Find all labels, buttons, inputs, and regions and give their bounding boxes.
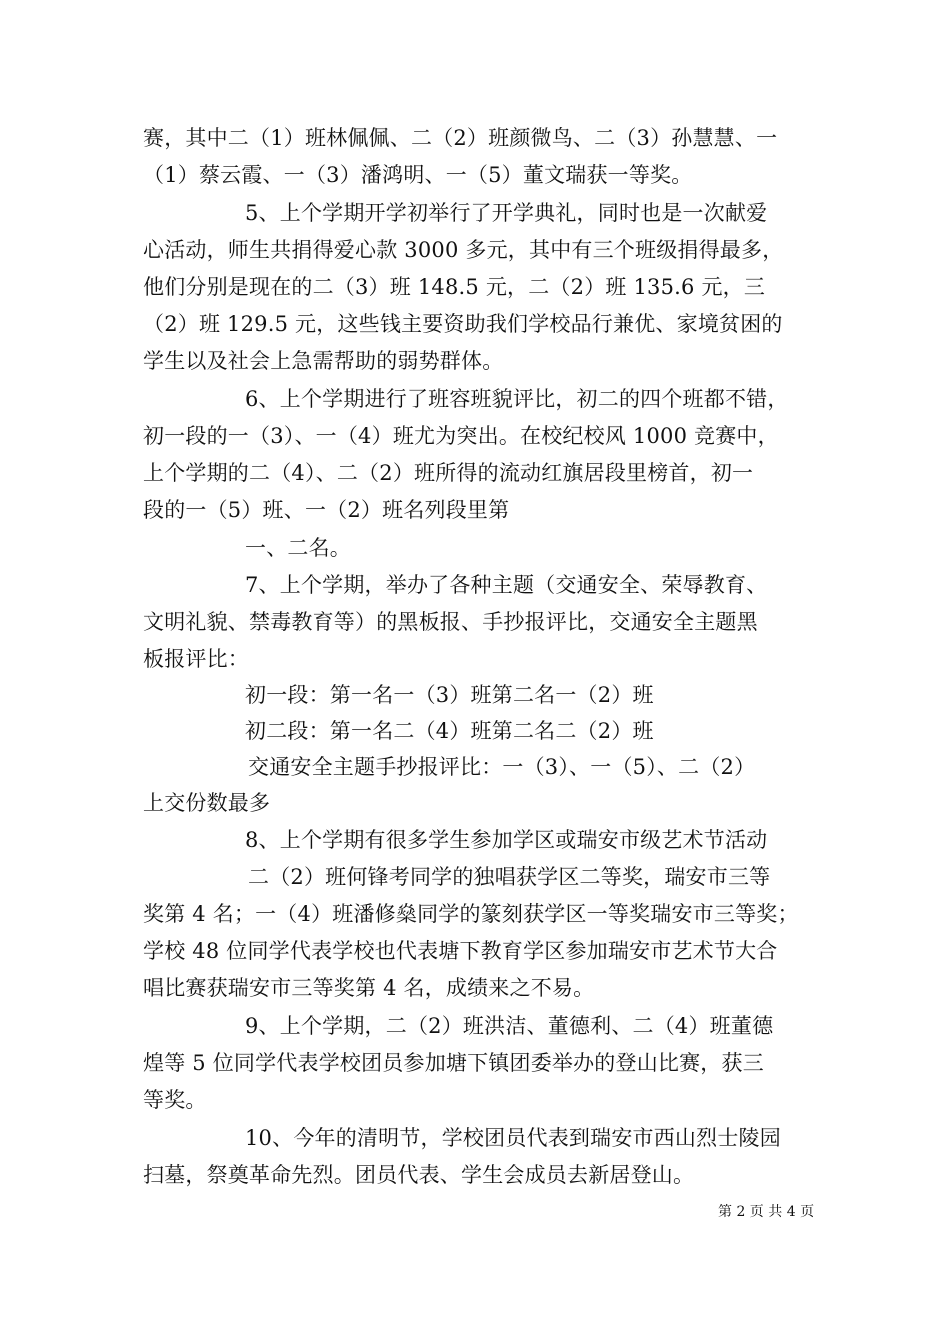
paragraph-line: 心活动，师生共捐得爱心款 3000 多元，其中有三个班级捐得最多， xyxy=(143,238,784,262)
paragraph-line: 上个学期的二（4）、二（2）班所得的流动红旗居段里榜首，初一 xyxy=(143,461,754,485)
paragraph-line: 初一段的一（3）、一（4）班尤为突出。在校纪校风 1000 竞赛中， xyxy=(143,424,779,448)
paragraph-line: 8、上个学期有很多学生参加学区或瑞安市级艺术节活动 xyxy=(245,828,768,852)
paragraph-line: 二（2）班何锋考同学的独唱获学区二等奖，瑞安市三等 xyxy=(248,865,771,889)
page-number: 第 2 页 共 4 页 xyxy=(718,1204,815,1220)
paragraph-line: 初一段：第一名一（3）班第二名一（2）班 xyxy=(245,683,654,707)
paragraph-line: （1）蔡云霞、一（3）潘鸿明、一（5）董文瑞获一等奖。 xyxy=(143,163,693,187)
paragraph-line: 唱比赛获瑞安市三等奖第 4 名，成绩来之不易。 xyxy=(143,976,595,1000)
paragraph-line: 他们分别是现在的二（3）班 148.5 元，二（2）班 135.6 元，三 xyxy=(143,275,766,299)
paragraph-line: 扫墓，祭奠革命先烈。团员代表、学生会成员去新居登山。 xyxy=(143,1163,695,1187)
paragraph-line: 初二段：第一名二（4）班第二名二（2）班 xyxy=(245,719,654,743)
paragraph-line: 9、上个学期，二（2）班洪洁、董德利、二（4）班董德 xyxy=(245,1014,774,1038)
paragraph-line: 10、今年的清明节，学校团员代表到瑞安市西山烈士陵园 xyxy=(245,1126,781,1150)
paragraph-line: 一、二名。 xyxy=(245,536,351,560)
paragraph-line: 学校 48 位同学代表学校也代表塘下教育学区参加瑞安市艺术节大合 xyxy=(143,939,778,963)
paragraph-line: 交通安全主题手抄报评比：一（3）、一（5）、二（2） xyxy=(248,755,756,779)
paragraph-line: 7、上个学期，举办了各种主题（交通安全、荣辱教育、 xyxy=(245,573,768,597)
paragraph-line: 上交份数最多 xyxy=(143,791,271,815)
paragraph-line: 赛，其中二（1）班林佩佩、二（2）班颜微鸟、二（3）孙慧慧、一 xyxy=(143,126,778,150)
paragraph-line: 奖第 4 名；一（4）班潘修燊同学的篆刻获学区一等奖瑞安市三等奖； xyxy=(143,902,799,926)
paragraph-line: 等奖。 xyxy=(143,1088,207,1112)
paragraph-line: 煌等 5 位同学代表学校团员参加塘下镇团委举办的登山比赛，获三 xyxy=(143,1051,764,1075)
paragraph-line: 文明礼貌、禁毒教育等）的黑板报、手抄报评比，交通安全主题黑 xyxy=(143,610,758,634)
paragraph-line: 6、上个学期进行了班容班貌评比，初二的四个班都不错， xyxy=(245,387,789,411)
paragraph-line: 段的一（5）班、一（2）班名列段里第 xyxy=(143,498,510,522)
paragraph-line: 板报评比： xyxy=(143,647,249,671)
paragraph-line: 学生以及社会上急需帮助的弱势群体。 xyxy=(143,349,504,373)
paragraph-line: 5、上个学期开学初举行了开学典礼，同时也是一次献爱 xyxy=(245,201,768,225)
paragraph-line: （2）班 129.5 元，这些钱主要资助我们学校品行兼优、家境贫困的 xyxy=(143,312,783,336)
